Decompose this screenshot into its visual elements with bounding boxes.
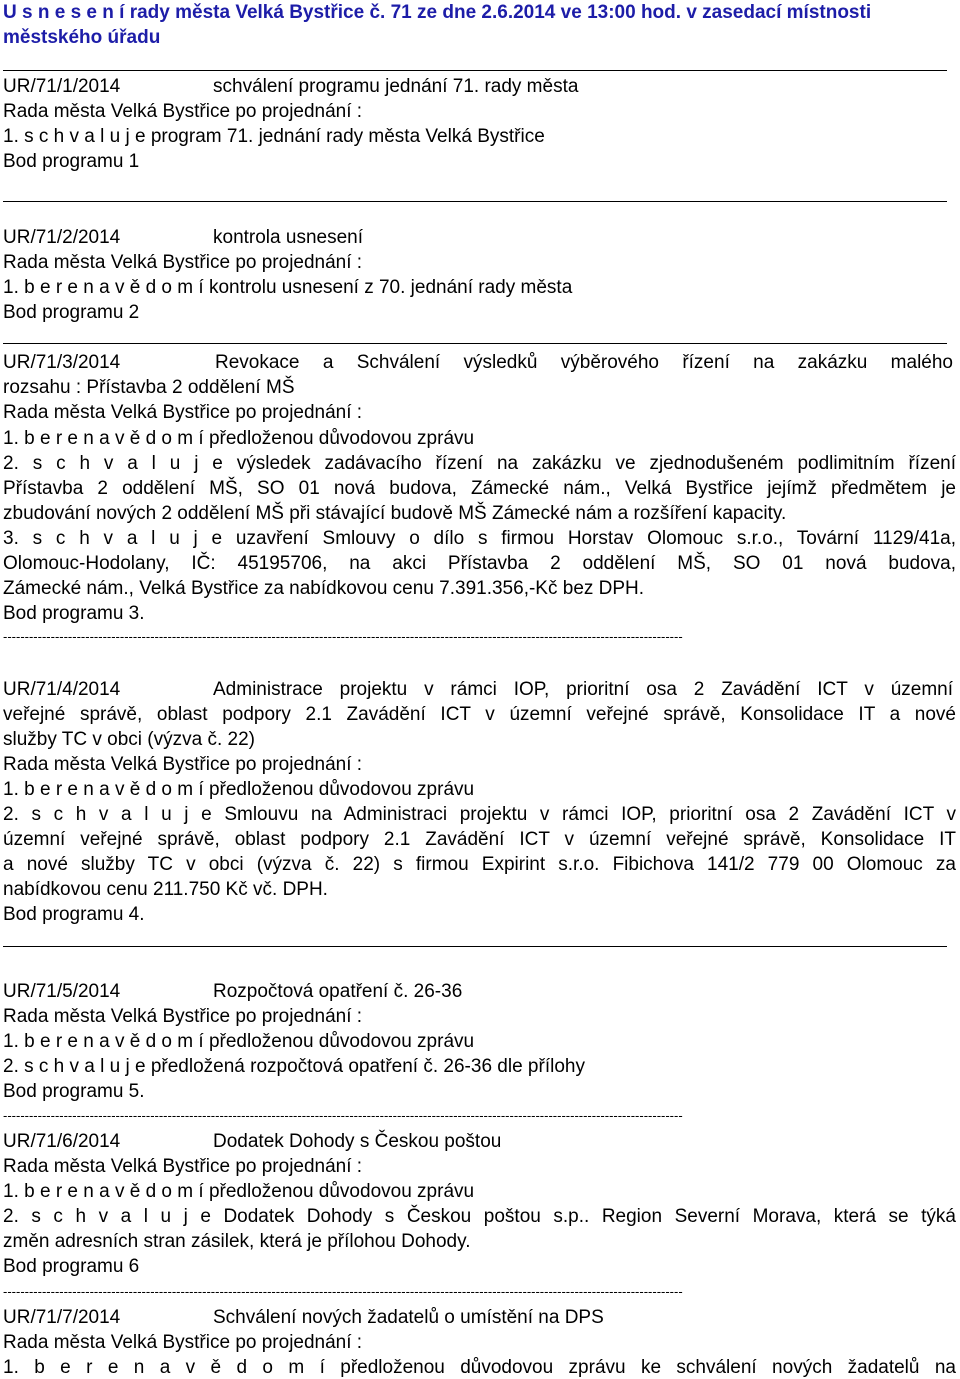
section-divider (3, 201, 947, 202)
resolution-line: 1. s c h v a l u j e program 71. jednání rady města Velká Bystřice (3, 126, 545, 147)
dashed-divider: ------------------------------------------------------------------------------------------------------------------------------------------------------------- (3, 1285, 683, 1299)
resolution-line: 1. b e r e n a v ě d o m í předloženou důvodovou zprávu (3, 1031, 475, 1052)
resolution-id: UR/71/6/2014 (3, 1131, 121, 1152)
agenda-item: Bod programu 4. (3, 904, 145, 925)
resolution-line: 2. s c h v a l u j e Smlouvu na Administraci projektu v rámci IOP, prioritní osa 2 Zavádění ICT v (3, 804, 956, 825)
resolution-line: 1. b e r e n a v ě d o m í předloženou důvodovou zprávu (3, 779, 475, 800)
council-line: Rada města Velká Bystřice po projednání : (3, 402, 363, 423)
resolution-title: kontrola usnesení (213, 227, 363, 248)
resolution-line: 2. s c h v a l u j e výsledek zadávacího řízení na zakázku ve zjednodušeném podlimitním řízení (3, 453, 956, 474)
resolution-line: 1. b e r e n a v ě d o m í kontrolu usnesení z 70. jednání rady města (3, 277, 573, 298)
council-line: Rada města Velká Bystřice po projednání : (3, 101, 363, 122)
resolution-line: a nové služby TC v obci (výzva č. 22) s firmou Expirint s.r.o. Fibichova 141/2 779 00 Olomouc za (3, 854, 956, 875)
section-divider (3, 70, 947, 71)
council-line: Rada města Velká Bystřice po projednání : (3, 1156, 363, 1177)
resolution-line: Olomouc-Hodolany, IČ: 45195706, na akci Přístavba 2 oddělení MŠ, SO 01 nová budova, (3, 553, 956, 574)
resolution-title: Schválení nových žadatelů o umístění na DPS (213, 1307, 604, 1328)
agenda-item: Bod programu 1 (3, 151, 140, 172)
resolution-line: územní veřejné správě, oblast podpory 2.1 Zavádění ICT v územní veřejné správě, Konsolidace IT (3, 829, 956, 850)
section-divider (3, 343, 947, 344)
resolution-title-cont: veřejné správě, oblast podpory 2.1 Zavádění ICT v územní veřejné správě, Konsolidace IT a nové (3, 704, 956, 725)
council-line: Rada města Velká Bystřice po projednání : (3, 1006, 363, 1027)
council-line: Rada města Velká Bystřice po projednání : (3, 754, 363, 775)
document-heading: U s n e s e n í rady města Velká Bystřice č. 71 ze dne 2.6.2014 ve 13:00 hod. v zasedací místnosti městského úřadu (3, 2, 872, 48)
resolution-id: UR/71/3/2014 (3, 352, 121, 373)
agenda-item: Bod programu 5. (3, 1081, 145, 1102)
resolution-line: Přístavba 2 oddělení MŠ, SO 01 nová budova, Zámecké nám., Velká Bystřice jejímž předmětem je (3, 478, 956, 499)
resolution-line: 2. s c h v a l u j e Dodatek Dohody s Českou poštou s.p.. Region Severní Morava, která se týká (3, 1206, 956, 1227)
council-line: Rada města Velká Bystřice po projednání : (3, 1332, 363, 1353)
section-divider (3, 946, 947, 947)
resolution-title: Administrace projektu v rámci IOP, prioritní osa 2 Zavádění ICT v územní (213, 679, 953, 700)
resolution-id: UR/71/5/2014 (3, 981, 121, 1002)
resolution-id: UR/71/7/2014 (3, 1307, 121, 1328)
resolution-line: Zámecké nám., Velká Bystřice za nabídkovou cenu 7.391.356,-Kč bez DPH. (3, 578, 645, 599)
resolution-line: změn adresních stran zásilek, která je přílohou Dohody. (3, 1231, 471, 1252)
resolution-line: 1. b e r e n a v ě d o m í předloženou důvodovou zprávu (3, 428, 475, 449)
council-line: Rada města Velká Bystřice po projednání : (3, 252, 363, 273)
agenda-item: Bod programu 3. (3, 603, 145, 624)
resolution-title-cont: rozsahu : Přístavba 2 oddělení MŠ (3, 377, 295, 398)
resolution-line: 1. b e r e n a v ě d o m í předloženou důvodovou zprávu ke schválení nových žadatelů na (3, 1357, 956, 1378)
agenda-item: Bod programu 6 (3, 1256, 140, 1277)
resolution-title: Dodatek Dohody s Českou poštou (213, 1131, 502, 1152)
resolution-title-cont: služby TC v obci (výzva č. 22) (3, 729, 256, 750)
resolution-id: UR/71/1/2014 (3, 76, 121, 97)
resolution-line: 3. s c h v a l u j e uzavření Smlouvy o dílo s firmou Horstav Olomouc s.r.o., Tovární 1129/41a, (3, 528, 956, 549)
resolution-title: Rozpočtová opatření č. 26-36 (213, 981, 463, 1002)
resolution-title: Revokace a Schválení výsledků výběrového řízení na zakázku malého (215, 352, 953, 373)
dashed-divider: ------------------------------------------------------------------------------------------------------------------------------------------------------------- (3, 1109, 683, 1123)
resolution-id: UR/71/4/2014 (3, 679, 121, 700)
resolution-line: 1. b e r e n a v ě d o m í předloženou důvodovou zprávu (3, 1181, 475, 1202)
resolution-line: nabídkovou cenu 211.750 Kč vč. DPH. (3, 879, 328, 900)
resolution-id: UR/71/2/2014 (3, 227, 121, 248)
resolution-line: 2. s c h v a l u j e předložená rozpočtová opatření č. 26-36 dle přílohy (3, 1056, 585, 1077)
resolution-title: schválení programu jednání 71. rady města (213, 76, 579, 97)
agenda-item: Bod programu 2 (3, 302, 140, 323)
dashed-divider: ------------------------------------------------------------------------------------------------------------------------------------------------------------- (3, 630, 683, 644)
resolution-line: zbudování nových 2 oddělení MŠ při stávající budově MŠ Zámecké nám a rozšíření kapacity. (3, 503, 787, 524)
